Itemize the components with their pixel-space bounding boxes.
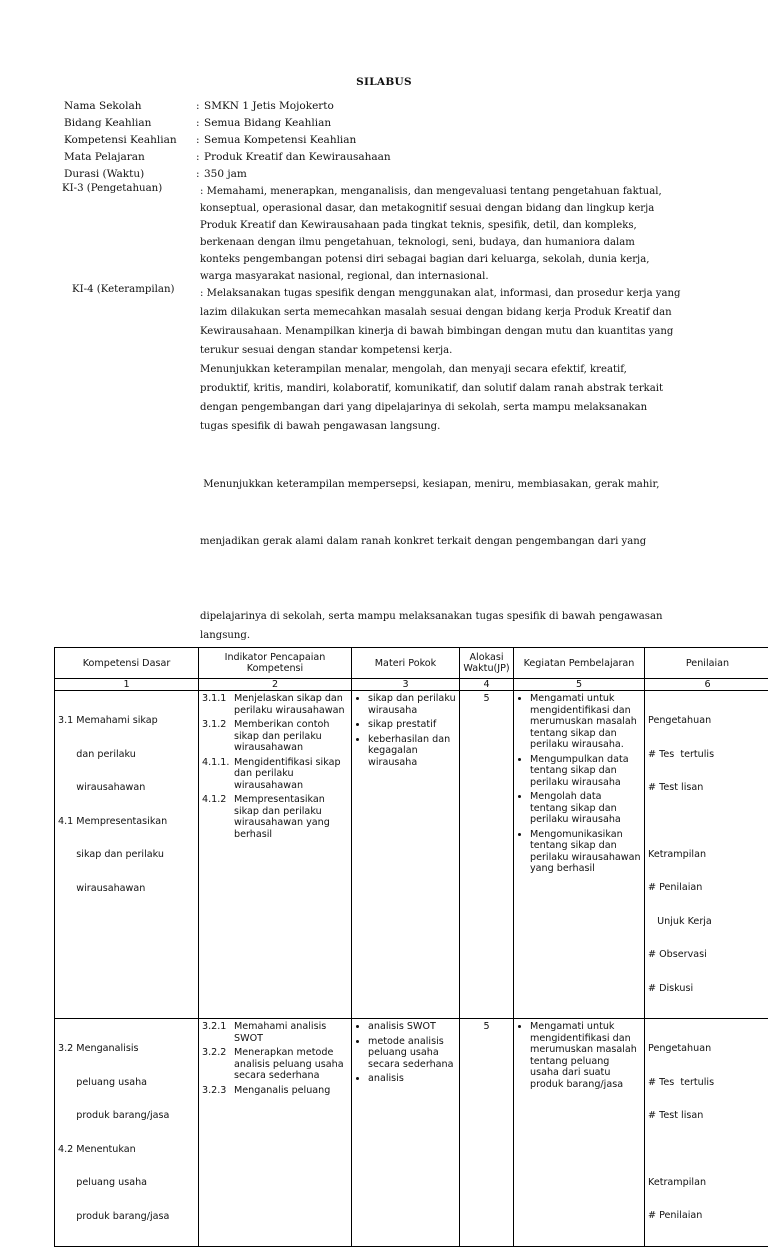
- kd-line: 4.2 Menentukan: [58, 1144, 195, 1156]
- indikator-text: Mengidentifikasi sikap dan perilaku wirausahawan: [234, 757, 348, 792]
- penilaian-line: Ketrampilan: [648, 1177, 767, 1189]
- ki4-line: dengan pengembangan dari yang dipelajarinya di sekolah, serta mampu melaksanakan: [200, 398, 702, 417]
- identity-label: Mata Pelajaran: [64, 149, 196, 166]
- ki4-line: Menunjukkan keterampilan menalar, mengolah, dan menyaji secara efektif, kreatif,: [200, 360, 702, 379]
- identity-label: Kompetensi Keahlian: [64, 132, 196, 149]
- penilaian-line: Unjuk Kerja: [648, 916, 767, 928]
- indikator-number: 3.2.3: [202, 1085, 234, 1097]
- materi-cell: [352, 1019, 460, 1247]
- kompetensi-dasar-cell: [55, 691, 199, 1019]
- identity-label: Durasi (Waktu): [64, 166, 196, 183]
- alokasi-cell: 5: [460, 691, 514, 1019]
- table-row: [55, 691, 768, 1019]
- ki4-paragraph-1: [200, 284, 702, 360]
- identity-label: Nama Sekolah: [64, 98, 196, 115]
- penilaian-line: # Tes tertulis: [648, 749, 767, 761]
- penilaian-line: # Observasi: [648, 949, 767, 961]
- ki4-line: Kewirausahaan. Menampilkan kinerja di bawah bimbingan dengan mutu dan kuantitas yang: [200, 322, 702, 341]
- ki4-line: tugas spesifik di bawah pengawasan langsung.: [200, 417, 702, 436]
- kd-line: 3.2 Menganalisis: [58, 1043, 195, 1055]
- indikator-text: Menganalis peluang: [234, 1085, 348, 1097]
- penilaian-line: # Test lisan: [648, 1110, 767, 1122]
- kd-line: produk barang/jasa: [58, 1211, 195, 1223]
- penilaian-line: Ketrampilan: [648, 849, 767, 861]
- penilaian-line: # Penilaian: [648, 1210, 767, 1222]
- table-header-row: [55, 648, 768, 679]
- ki3-line: warga masyarakat nasional, regional, dan internasional.: [200, 268, 702, 285]
- identity-value: Semua Bidang Keahlian: [204, 117, 331, 129]
- ki4-line: Menunjukkan keterampilan mempersepsi, kesiapan, meniru, membiasakan, gerak mahir,: [200, 475, 702, 494]
- ki3-label: KI-3 (Pengetahuan): [62, 183, 162, 194]
- table-row: [55, 1019, 768, 1247]
- column-number: 2: [199, 679, 352, 691]
- list-item: • sikap prestatif: [368, 719, 456, 731]
- identity-row-subject: Mata Pelajaran : Produk Kreatif dan Kewirausahaan: [64, 149, 391, 166]
- identity-label: Bidang Keahlian: [64, 115, 196, 132]
- identity-value: SMKN 1 Jetis Mojokerto: [204, 100, 334, 112]
- indikator-number: 3.1.2: [202, 719, 234, 754]
- kd-line: 3.1 Memahami sikap: [58, 715, 195, 727]
- ki4-line: langsung.: [200, 626, 702, 645]
- column-header: Kegiatan Pembelajaran: [514, 648, 645, 679]
- list-item: • keberhasilan dan kegagalan wirausaha: [368, 734, 456, 769]
- penilaian-cell: [645, 1019, 768, 1247]
- indikator-text: Mempresentasikan sikap dan perilaku wirausahawan yang berhasil: [234, 794, 348, 840]
- list-item: [202, 693, 348, 716]
- ki3-text: [200, 183, 702, 285]
- column-number: 5: [514, 679, 645, 691]
- indikator-text: Memberikan contoh sikap dan perilaku wirausahawan: [234, 719, 348, 754]
- column-header: Indikator Pencapaian Kompetensi: [199, 648, 352, 679]
- penilaian-line: Pengetahuan: [648, 715, 767, 727]
- indikator-number: 4.1.1.: [202, 757, 234, 792]
- column-number: 4: [460, 679, 514, 691]
- identity-value: Semua Kompetensi Keahlian: [204, 134, 356, 146]
- ki4-line: menjadikan gerak alami dalam ranah konkret terkait dengan pengembangan dari yang: [200, 532, 702, 551]
- list-item: • Mengolah data tentang sikap dan perilaku wirausaha: [530, 791, 641, 826]
- list-item: [202, 794, 348, 840]
- indikator-text: Menerapkan metode analisis peluang usaha secara sederhana: [234, 1047, 348, 1082]
- ki3-line: Produk Kreatif dan Kewirausahaan pada tingkat teknis, spesifik, detil, dan kompleks,: [200, 217, 702, 234]
- list-item: [202, 1021, 348, 1044]
- ki4-paragraph-2: [200, 360, 702, 436]
- ki3-line: : Memahami, menerapkan, menganalisis, dan mengevaluasi tentang pengetahuan faktual,: [200, 183, 702, 200]
- list-item: • Mengamati untuk mengidentifikasi dan merumuskan masalah tentang peluang usaha dari suatu produk barang/jasa: [530, 1021, 641, 1090]
- alokasi-cell: 5: [460, 1019, 514, 1247]
- identity-row-school: Nama Sekolah : SMKN 1 Jetis Mojokerto: [64, 98, 334, 115]
- list-item: • Mengomunikasikan tentang sikap dan perilaku wirausahawan yang berhasil: [530, 829, 641, 875]
- ki4-label: KI-4 (Keterampilan): [72, 284, 175, 295]
- column-header: Alokasi Waktu(JP): [460, 648, 514, 679]
- ki3-line: konseptual, operasional dasar, dan metakognitif sesuai dengan bidang dan lingkup kerja: [200, 200, 702, 217]
- document-title: SILABUS: [0, 76, 768, 88]
- penilaian-cell: [645, 691, 768, 1019]
- penilaian-line: # Penilaian: [648, 882, 767, 894]
- column-header: Materi Pokok: [352, 648, 460, 679]
- ki4-line: lazim dilakukan serta memecahkan masalah sesuai dengan bidang kerja Produk Kreatif dan: [200, 303, 702, 322]
- syllabus-table: [54, 647, 768, 1247]
- list-item: • Mengamati untuk mengidentifikasi dan merumuskan masalah tentang sikap dan perilaku wirausaha.: [530, 693, 641, 751]
- identity-row-field: Bidang Keahlian : Semua Bidang Keahlian: [64, 115, 331, 132]
- list-item: • Mengumpulkan data tentang sikap dan perilaku wirausaha: [530, 754, 641, 789]
- list-item: • metode analisis peluang usaha secara sederhana: [368, 1036, 456, 1071]
- ki4-paragraph-3: [200, 437, 702, 570]
- kd-line: dan perilaku: [58, 749, 195, 761]
- ki4-paragraph-4: [200, 607, 702, 645]
- column-number: 3: [352, 679, 460, 691]
- identity-value: Produk Kreatif dan Kewirausahaan: [204, 151, 391, 163]
- kd-line: produk barang/jasa: [58, 1110, 195, 1122]
- penilaian-line: # Diskusi: [648, 983, 767, 995]
- kd-line: 4.1 Mempresentasikan: [58, 816, 195, 828]
- list-item: [202, 719, 348, 754]
- list-item: [202, 757, 348, 792]
- indikator-cell: [199, 1019, 352, 1247]
- column-number: 6: [645, 679, 768, 691]
- ki4-line: terukur sesuai dengan standar kompetensi kerja.: [200, 341, 702, 360]
- indikator-text: Menjelaskan sikap dan perilaku wirausahawan: [234, 693, 348, 716]
- kd-line: sikap dan perilaku: [58, 849, 195, 861]
- kd-line: peluang usaha: [58, 1077, 195, 1089]
- kd-line: peluang usaha: [58, 1177, 195, 1189]
- penilaian-line: # Test lisan: [648, 782, 767, 794]
- ki3-line: berkenaan dengan ilmu pengetahuan, teknologi, seni, budaya, dan humaniora dalam: [200, 234, 702, 251]
- column-number-row: [55, 679, 768, 691]
- indikator-number: 3.2.2: [202, 1047, 234, 1082]
- kegiatan-cell: [514, 691, 645, 1019]
- indikator-text: Memahami analisis SWOT: [234, 1021, 348, 1044]
- kompetensi-dasar-cell: [55, 1019, 199, 1247]
- kd-line: wirausahawan: [58, 782, 195, 794]
- identity-row-duration: Durasi (Waktu) : 350 jam: [64, 166, 247, 183]
- list-item: • sikap dan perilaku wirausaha: [368, 693, 456, 716]
- materi-cell: [352, 691, 460, 1019]
- list-item: • analisis: [368, 1073, 456, 1085]
- ki4-line: : Melaksanakan tugas spesifik dengan menggunakan alat, informasi, dan prosedur kerja yang: [200, 284, 702, 303]
- column-header: Kompetensi Dasar: [55, 648, 199, 679]
- list-item: [202, 1047, 348, 1082]
- indikator-number: 3.2.1: [202, 1021, 234, 1044]
- ki4-line: produktif, kritis, mandiri, kolaboratif, komunikatif, dan solutif dalam ranah abstrak terkait: [200, 379, 702, 398]
- kd-line: wirausahawan: [58, 883, 195, 895]
- indikator-number: 3.1.1: [202, 693, 234, 716]
- kegiatan-cell: [514, 1019, 645, 1247]
- identity-row-competency: Kompetensi Keahlian : Semua Kompetensi Keahlian: [64, 132, 356, 149]
- list-item: • analisis SWOT: [368, 1021, 456, 1033]
- ki3-line: konteks pengembangan potensi diri sebagai bagian dari keluarga, sekolah, dunia kerja,: [200, 251, 702, 268]
- penilaian-line: Pengetahuan: [648, 1043, 767, 1055]
- column-number: 1: [55, 679, 199, 691]
- identity-value: 350 jam: [204, 168, 247, 180]
- penilaian-line: # Tes tertulis: [648, 1077, 767, 1089]
- list-item: [202, 1085, 348, 1097]
- ki4-line: dipelajarinya di sekolah, serta mampu melaksanakan tugas spesifik di bawah pengawasan: [200, 607, 702, 626]
- column-header: Penilaian: [645, 648, 768, 679]
- indikator-cell: [199, 691, 352, 1019]
- indikator-number: 4.1.2: [202, 794, 234, 840]
